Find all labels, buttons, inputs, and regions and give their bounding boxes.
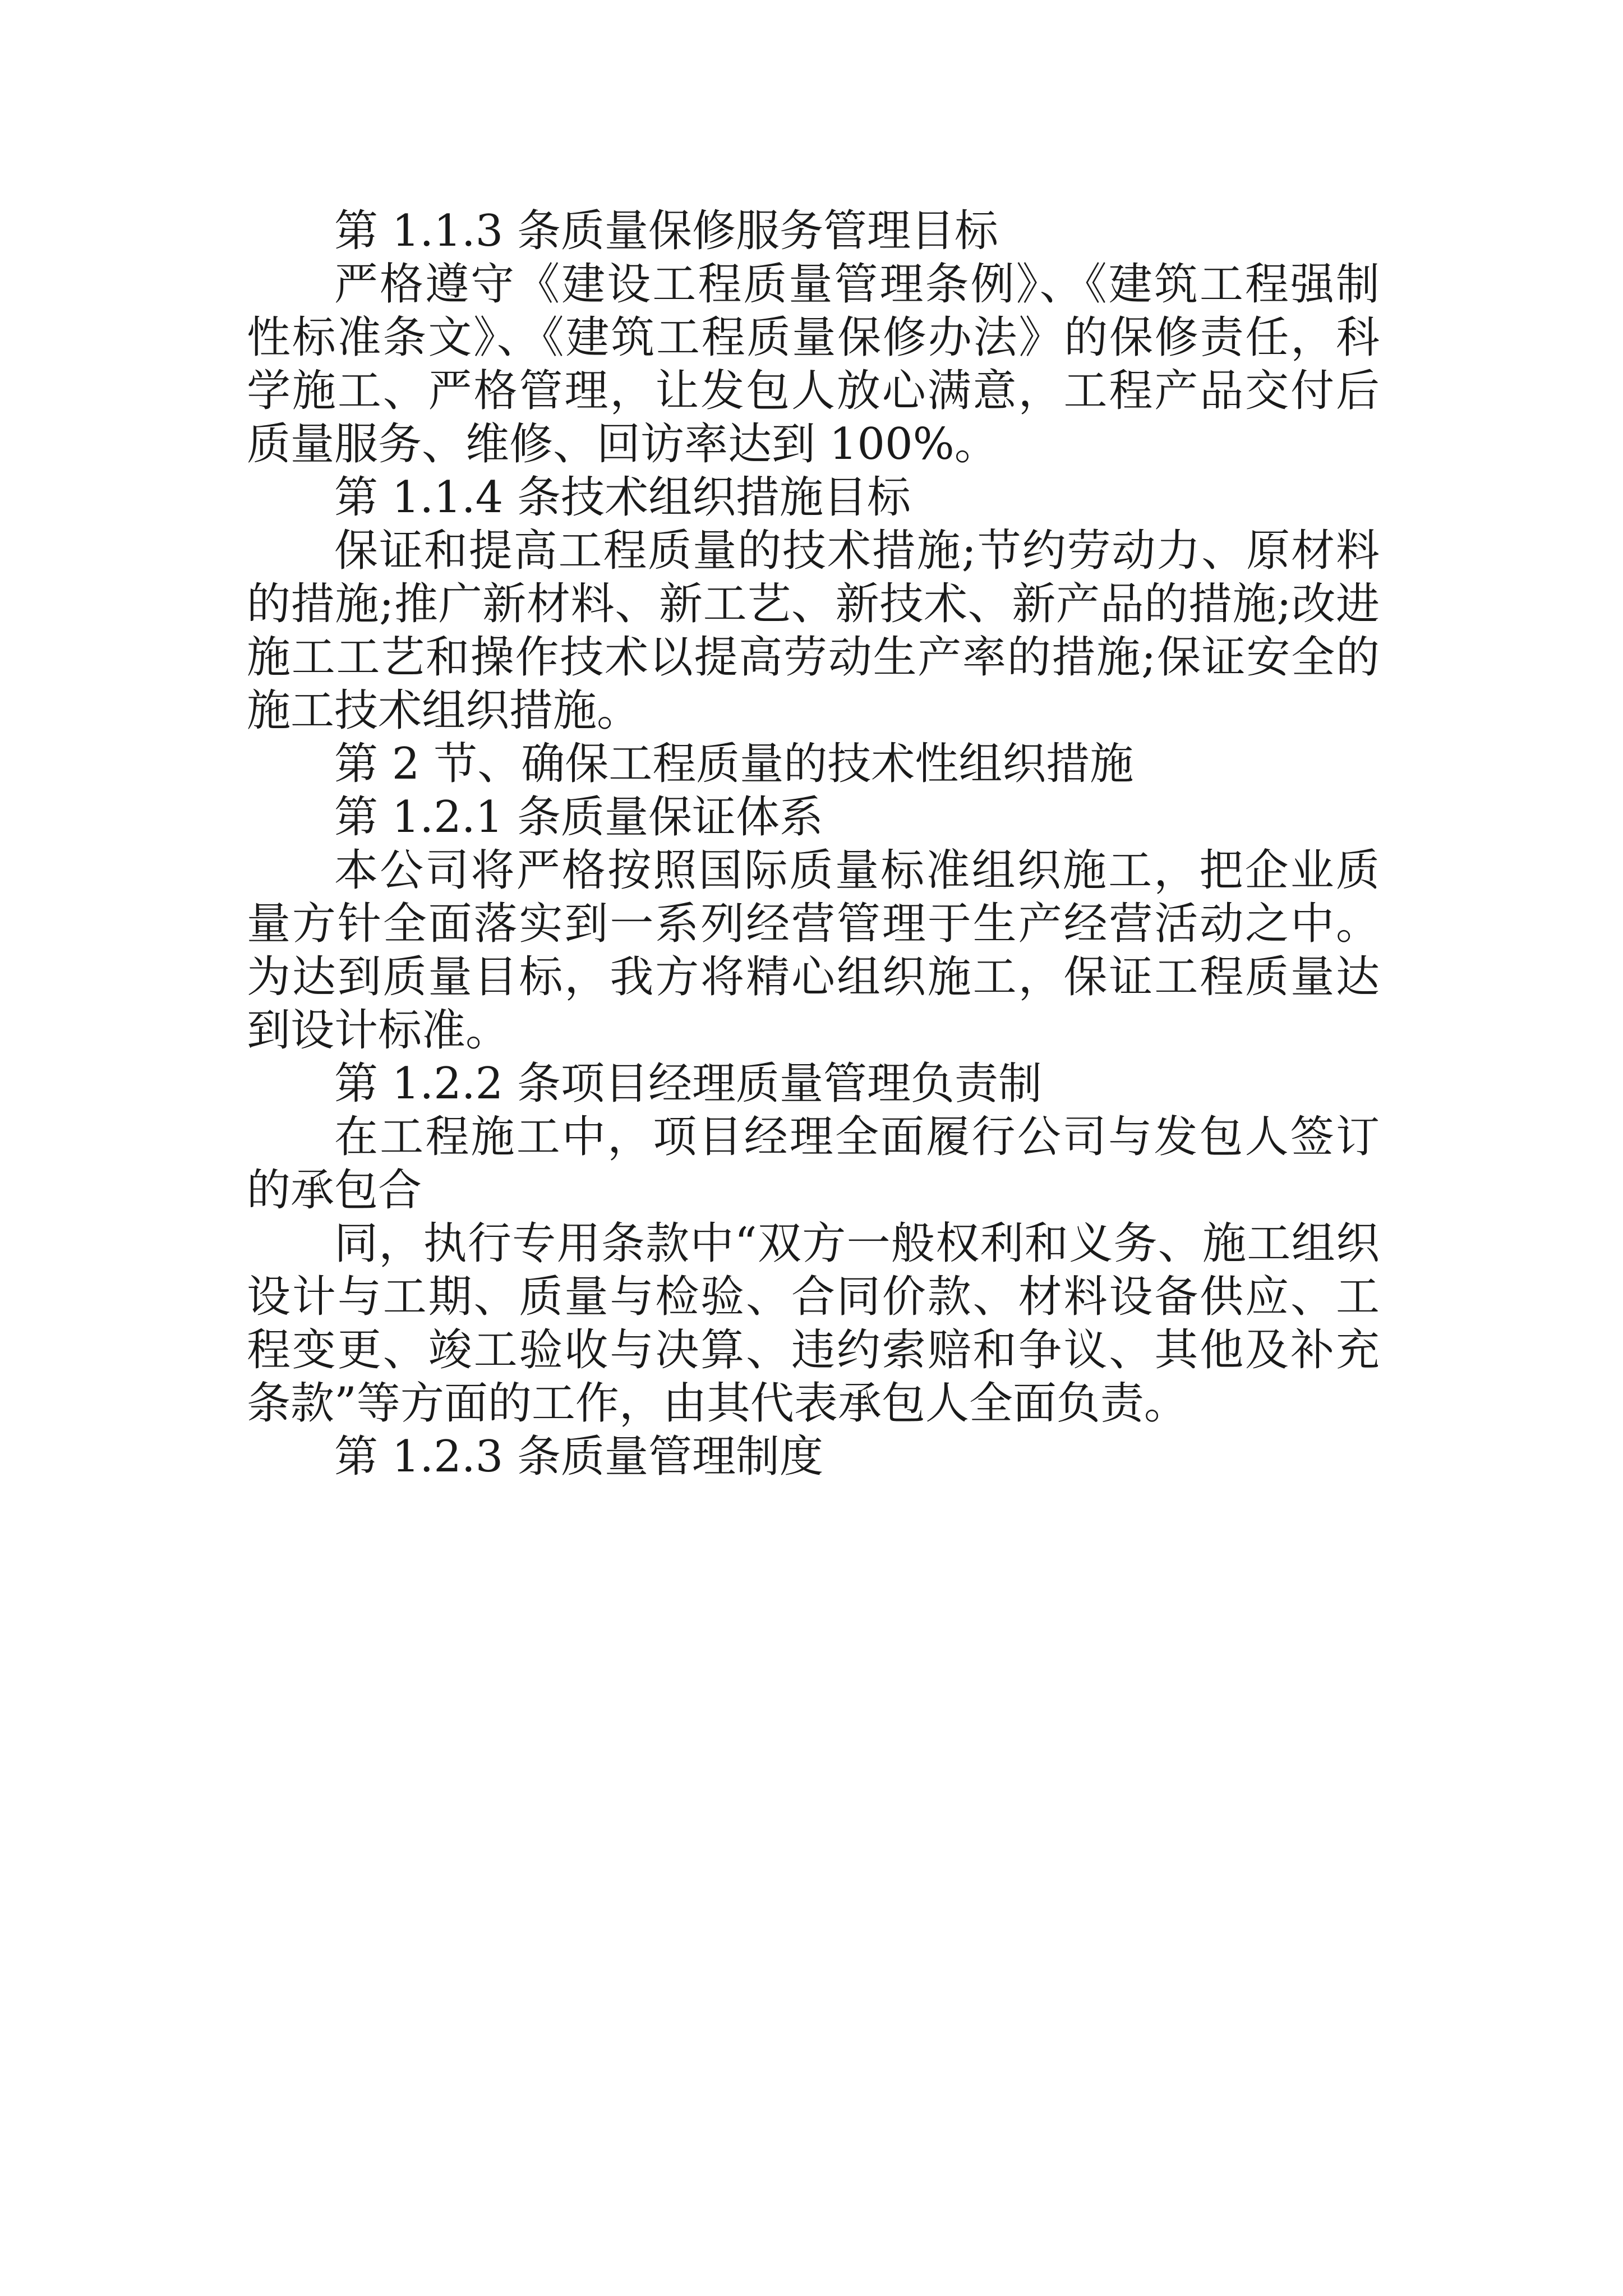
body-paragraph: 本公司将严格按照国际质量标准组织施工，把企业质量方针全面落实到一系列经营管理于生产经营活动之中。为达到质量目标，我方将精心组织施工，保证工程质量达到设计标准。 [247, 845, 1380, 1056]
body-paragraph: 在工程施工中，项目经理全面履行公司与发包人签订的承包合 [247, 1112, 1380, 1216]
section-heading-1-1-4: 第 1.1.4 条技术组织措施目标 [334, 472, 911, 523]
section-heading-chapter-2: 第 2 节、确保工程质量的技术性组织措施 [334, 739, 1134, 789]
section-heading-1-2-3: 第 1.2.3 条质量管理制度 [334, 1432, 824, 1482]
body-paragraph: 严格遵守《建设工程质量管理条例》、《建筑工程强制性标准条文》、《建筑工程质量保修办法》的保修责任，科学施工、严格管理，让发包人放心满意，工程产品交付后质量服务、维修、回访率达到 100%。 [247, 259, 1380, 470]
section-heading-1-1-3: 第 1.1.3 条质量保修服务管理目标 [334, 206, 999, 256]
body-paragraph: 同，执行专用条款中“双方一般权利和义务、施工组织设计与工期、质量与检验、合同价款、材料设备供应、工程变更、竣工验收与决算、违约索赔和争议、其他及补充条款”等方面的工作，由其代表承包人全面负责。 [247, 1218, 1380, 1429]
section-heading-1-2-2: 第 1.2.2 条项目经理质量管理负责制 [334, 1059, 1043, 1109]
section-heading-1-2-1: 第 1.2.1 条质量保证体系 [334, 792, 824, 843]
body-paragraph: 保证和提高工程质量的技术措施;节约劳动力、原材料的措施;推广新材料、新工艺、新技术、新产品的措施;改进施工工艺和操作技术以提高劳动生产率的措施;保证安全的施工技术组织措施。 [247, 526, 1380, 736]
document-body [247, 205, 1380, 1484]
